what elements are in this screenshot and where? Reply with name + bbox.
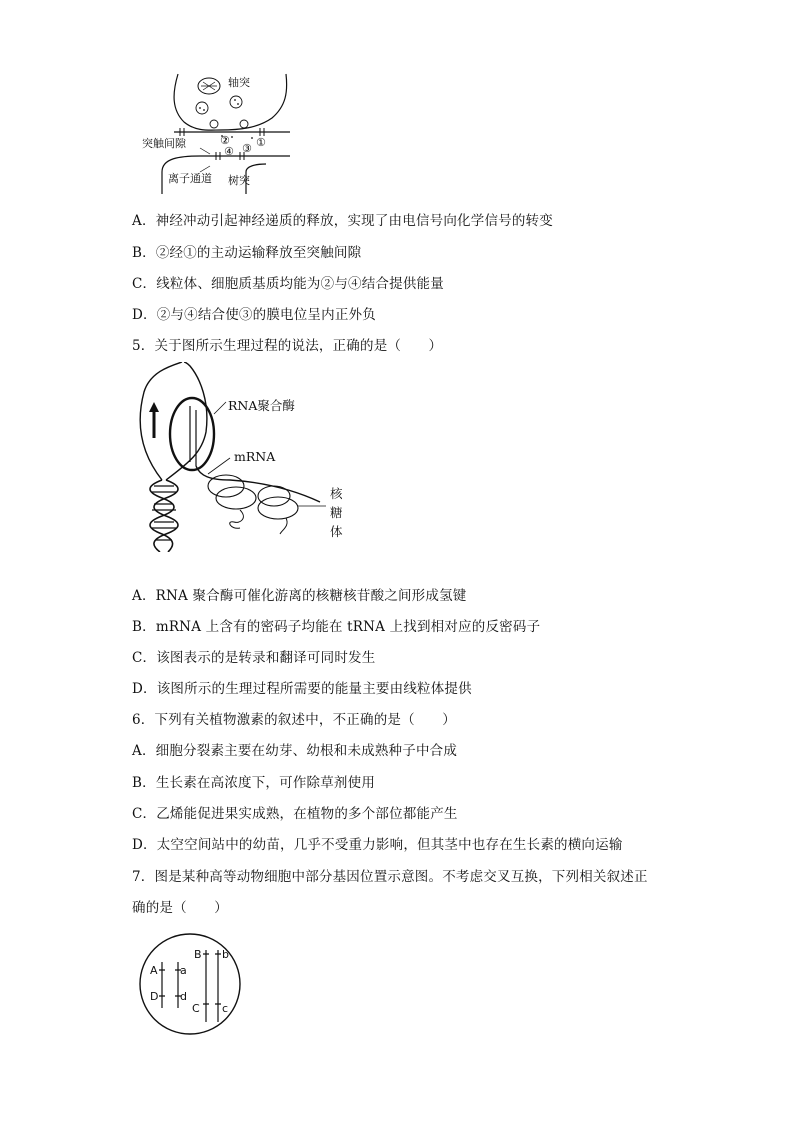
q6-option-c: C．乙烯能促进果实成熟，在植物的多个部位都能产生 <box>132 806 458 822</box>
q5-stem: 5．关于图所示生理过程的说法，正确的是（ ） <box>132 338 443 354</box>
transcription-diagram <box>130 362 360 552</box>
q4-option-c: C．线粒体、细胞质基质均能为②与④结合提供能量 <box>132 276 444 292</box>
q7-stem-line1: 7．图是某种高等动物细胞中部分基因位置示意图。不考虑交叉互换，下列相关叙述正 <box>132 869 648 885</box>
transcription-translation-figure <box>130 362 360 552</box>
dendrite-label: 树突 <box>228 174 250 187</box>
gene-c-label: c <box>222 1002 229 1015</box>
ribosome-label-2: 糖 <box>330 505 343 520</box>
ribosome-label-3: 体 <box>330 524 343 539</box>
q4-option-b: B．②经①的主动运输释放至突触间隙 <box>132 245 362 261</box>
gene-position-figure <box>138 932 244 1038</box>
mrna-label: mRNA <box>234 449 276 464</box>
ion-channel-label: 离子通道 <box>168 172 212 185</box>
q6-option-d: D．太空空间站中的幼苗，几乎不受重力影响，但其茎中也存在生长素的横向运输 <box>132 837 623 853</box>
label-circled-4: ④ <box>224 145 234 158</box>
rna-polymerase-label: RNA聚合酶 <box>228 398 295 413</box>
synapse-diagram <box>140 72 290 194</box>
label-circled-2: ② <box>220 134 230 147</box>
synapse-figure <box>140 72 290 194</box>
q4-option-d: D．②与④结合使③的膜电位呈内正外负 <box>132 307 376 323</box>
q6-option-b: B．生长素在高浓度下，可作除草剂使用 <box>132 775 376 791</box>
ribosome-label-1: 核 <box>330 486 343 501</box>
gene-d-label: d <box>180 990 187 1003</box>
q5-option-a: A．RNA 聚合酶可催化游离的核糖核苷酸之间形成氢键 <box>132 588 467 604</box>
q5-option-c: C．该图表示的是转录和翻译可同时发生 <box>132 650 376 666</box>
q5-option-d: D．该图所示的生理过程所需要的能量主要由线粒体提供 <box>132 681 472 697</box>
gene-C-label: C <box>192 1002 200 1015</box>
gene-B-label: B <box>194 948 202 961</box>
label-circled-1: ① <box>256 136 266 149</box>
gene-D-label: D <box>150 990 159 1003</box>
synaptic-cleft-label: 突触间隙 <box>142 137 186 150</box>
q6-option-a: A．细胞分裂素主要在幼芽、幼根和未成熟种子中合成 <box>132 743 458 759</box>
gene-a-label: a <box>180 964 187 977</box>
label-circled-3: ③ <box>242 142 252 155</box>
gene-b-label: b <box>222 948 229 961</box>
q4-option-a: A．神经冲动引起神经递质的释放，实现了由电信号向化学信号的转变 <box>132 213 553 229</box>
q6-stem: 6．下列有关植物激素的叙述中，不正确的是（ ） <box>132 712 456 728</box>
gene-A-label: A <box>150 964 158 977</box>
axon-label: 轴突 <box>228 76 250 89</box>
gene-cell-diagram <box>138 932 244 1038</box>
q5-option-b: B．mRNA 上含有的密码子均能在 tRNA 上找到相对应的反密码子 <box>132 619 541 635</box>
q7-stem-line2: 确的是（ ） <box>132 900 228 916</box>
